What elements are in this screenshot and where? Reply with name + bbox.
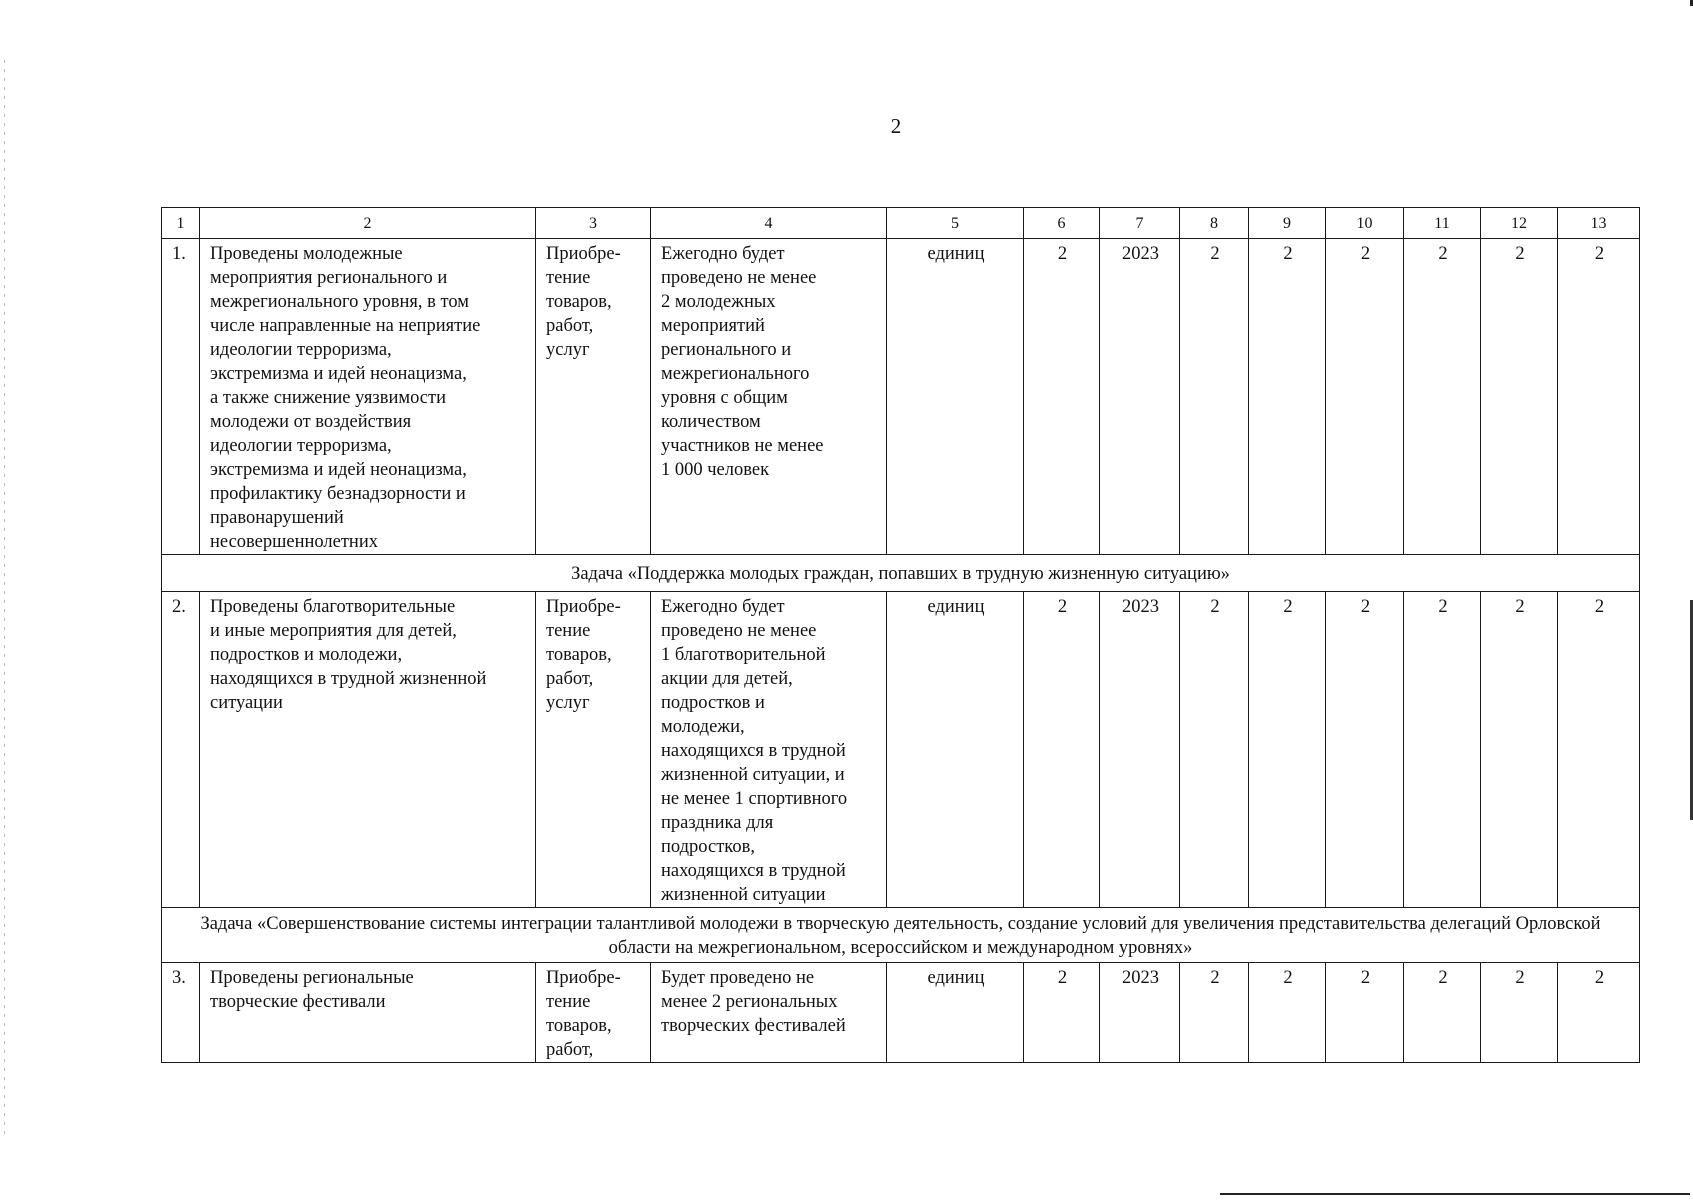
unit: единиц: [887, 592, 1024, 908]
year-value: 2: [1481, 963, 1558, 1063]
year-value: 2: [1558, 592, 1640, 908]
task-title: Задача «Совершенствование системы интеграции талантливой молодежи в творческую деятельность, создание условий для увеличения представительства делегаций Орловской области на межрегиональном, всероссийском и международном уровнях»: [162, 908, 1640, 963]
row-number: 2.: [162, 592, 200, 908]
year-value: 2: [1404, 592, 1481, 908]
year-value: 2: [1326, 963, 1404, 1063]
results-table: [161, 207, 1640, 1063]
result-name: Проведены благотворительные и иные мероприятия для детей, подростков и молодежи, находящихся в трудной жизненной ситуации: [200, 592, 536, 908]
year-value: 2: [1326, 239, 1404, 555]
scan-edge-bottom: [1220, 1193, 1690, 1195]
table-row: [162, 592, 1640, 908]
base-year: 2023: [1100, 592, 1180, 908]
result-type: Приобре- тение товаров, работ, услуг: [536, 592, 651, 908]
table-row: [162, 963, 1640, 1063]
column-number: 7: [1100, 208, 1180, 239]
year-value: 2: [1180, 239, 1249, 555]
task-title: Задача «Поддержка молодых граждан, попавших в трудную жизненную ситуацию»: [162, 555, 1640, 592]
page-number: 2: [890, 114, 902, 138]
base-year: 2023: [1100, 963, 1180, 1063]
table-row: [162, 239, 1640, 555]
unit: единиц: [887, 963, 1024, 1063]
column-number: 10: [1326, 208, 1404, 239]
column-number: 6: [1024, 208, 1100, 239]
column-number: 1: [162, 208, 200, 239]
year-value: 2: [1481, 239, 1558, 555]
year-value: 2: [1558, 963, 1640, 1063]
year-value: 2: [1326, 592, 1404, 908]
task-row: [162, 908, 1640, 963]
year-value: 2: [1249, 592, 1326, 908]
scan-edge-left: [4, 60, 5, 1140]
column-number: 2: [200, 208, 536, 239]
result-type: Приобре- тение товаров, работ, услуг: [536, 239, 651, 555]
task-row: [162, 555, 1640, 592]
result-name: Проведены региональные творческие фестивали: [200, 963, 536, 1063]
base-value: 2: [1024, 963, 1100, 1063]
year-value: 2: [1180, 592, 1249, 908]
year-value: 2: [1558, 239, 1640, 555]
column-number: 3: [536, 208, 651, 239]
base-value: 2: [1024, 239, 1100, 555]
row-number: 1.: [162, 239, 200, 555]
result-name: Проведены молодежные мероприятия регионального и межрегионального уровня, в том числе направленные на неприятие идеологии терроризма, экстремизма и идей неонацизма, а также снижение уязвимости молодежи от воздействия идеологии терроризма, экстремизма и идей неонацизма, профилактику безнадзорности и правонарушений несовершеннолетних: [200, 239, 536, 555]
column-number: 5: [887, 208, 1024, 239]
base-year: 2023: [1100, 239, 1180, 555]
column-number-row: [162, 208, 1640, 239]
base-value: 2: [1024, 592, 1100, 908]
result-characteristic: Ежегодно будет проведено не менее 1 благотворительной акции для детей, подростков и молодежи, находящихся в трудной жизненной ситуации, и не менее 1 спортивного праздника для подростков, находящихся в трудной жизненной ситуации: [651, 592, 887, 908]
year-value: 2: [1404, 239, 1481, 555]
column-number: 12: [1481, 208, 1558, 239]
column-number: 8: [1180, 208, 1249, 239]
column-number: 9: [1249, 208, 1326, 239]
column-number: 13: [1558, 208, 1640, 239]
year-value: 2: [1249, 239, 1326, 555]
row-number: 3.: [162, 963, 200, 1063]
result-type: Приобре- тение товаров, работ,: [536, 963, 651, 1063]
result-characteristic: Будет проведено не менее 2 региональных творческих фестивалей: [651, 963, 887, 1063]
result-characteristic: Ежегодно будет проведено не менее 2 молодежных мероприятий регионального и межрегионального уровня с общим количеством участников не менее 1 000 человек: [651, 239, 887, 555]
year-value: 2: [1404, 963, 1481, 1063]
year-value: 2: [1180, 963, 1249, 1063]
column-number: 11: [1404, 208, 1481, 239]
unit: единиц: [887, 239, 1024, 555]
year-value: 2: [1249, 963, 1326, 1063]
year-value: 2: [1481, 592, 1558, 908]
column-number: 4: [651, 208, 887, 239]
